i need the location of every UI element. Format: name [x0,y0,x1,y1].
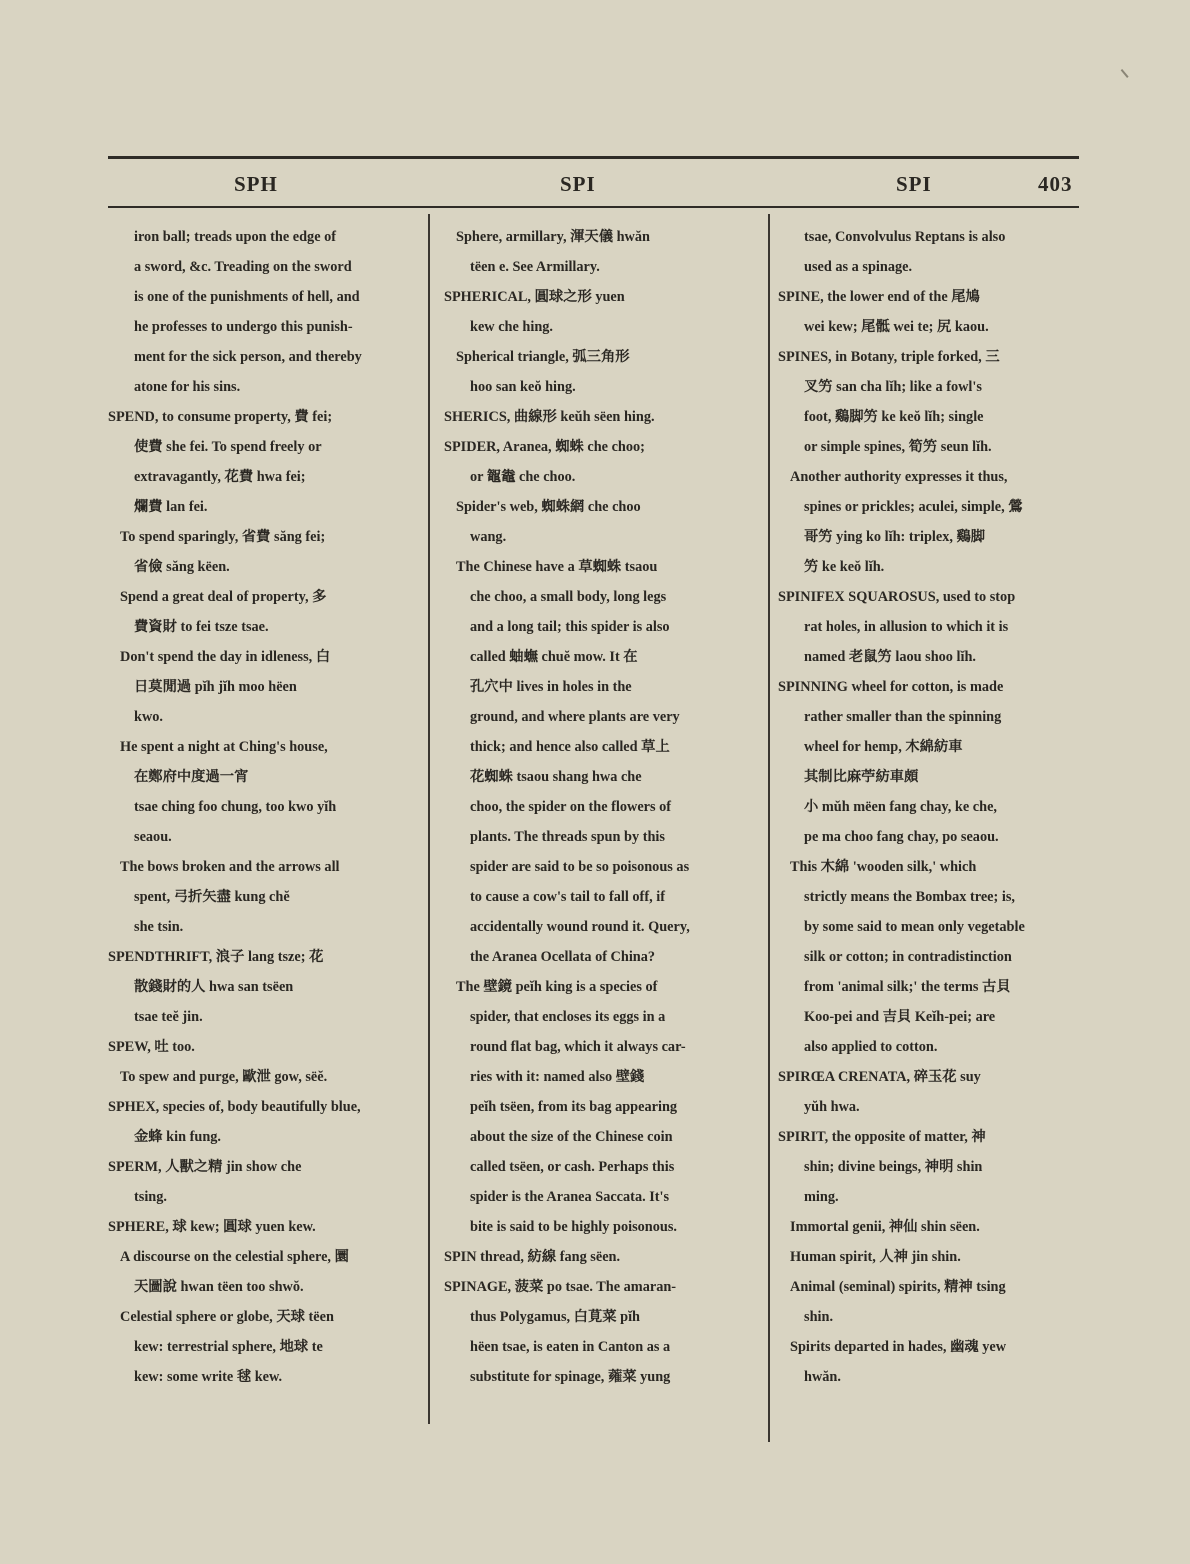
header-bottom-rule [108,206,1079,208]
entry-paragraph: The bows broken and the arrows all spent, 弓折矢盡 kung chĕ she tsin. [120,859,340,935]
page-corner-mark [1121,60,1140,78]
dictionary-entry: SPENDTHRIFT, 浪子 lang tsze; 花 散錢財的人 hwa san tsëen tsae teĕ jin. [108,949,324,1025]
dictionary-entry: SPHEX, species of, body beautifully blue, 金蜂 kin fung. [108,1099,361,1145]
dictionary-entry: SPHERICAL, 圓球之形 yuen kew che hing. [444,289,625,335]
dictionary-entry: SPIN thread, 紡線 fang sëen. [444,1249,621,1265]
column-divider [428,214,430,1424]
page-number: 403 [1038,172,1073,196]
dictionary-entry: SPEND, to consume property, 費 fei; 使費 she fei. To spend freely or extravagantly, 花費 hwa fei; 爛費 lan fei. [108,409,333,515]
entry-paragraph: Spherical triangle, 弧三角形 hoo san keŏ hing. [456,349,630,395]
dictionary-entry: SPIDER, Aranea, 蜘蛛 che choo; or 鼅鼄 che choo. [444,439,645,485]
entry-paragraph: The Chinese have a 草蜘蛛 tsaou che choo, a small body, long legs and a long tail; this spider is also called 蚰蟱 chuĕ mow. It 在 孔穴中 lives in holes in the ground, and where plants are very thick; and hence also called 草上 花蜘蛛 tsaou shang hwa che choo, the spider on the flowers of plants. The threads spun by this spider are said to be so poisonous as to cause a cow's tail to fall off, if accidentally wound round it. Query, the Aranea Ocellata of China? [456,559,690,965]
entry-paragraph: iron ball; treads upon the edge of a sword, &c. Treading on the sword is one of the punishments of hell, and he professes to undergo this punish- ment for the sick person, and thereby atone for his sins. [134,229,362,395]
header-right-guide-word: SPI [896,172,932,196]
entry-paragraph: Spider's web, 蜘蛛網 che choo wang. [456,499,641,545]
entry-paragraph: A discourse on the celestial sphere, 圜 天圖說 hwan tëen too shwŏ. [120,1249,349,1295]
dictionary-entry: SPINNING wheel for cotton, is made rather smaller than the spinning wheel for hemp, 木綿紡車 其制比麻苧紡車頗 小 mŭh mëen fang chay, ke che, pe ma choo fang chay, po seaou. [778,679,1004,845]
header-middle-guide-word: SPI [560,172,596,196]
entry-paragraph: He spent a night at Ching's house, 在鄭府中度過一宵 tsae ching foo chung, too kwo yĭh seaou. [120,739,337,845]
entry-paragraph: Immortal genii, 神仙 shin sëen. [790,1219,980,1235]
entry-paragraph: Celestial sphere or globe, 天球 tëen kew: terrestrial sphere, 地球 te kew: some write 毬 kew. [120,1309,334,1385]
column-right [778,222,1086,1392]
dictionary-entry: SPEW, 吐 too. [108,1039,195,1055]
dictionary-entry: SPINES, in Botany, triple forked, 三 叉竻 san cha lĭh; like a fowl's foot, 鷄脚竻 ke keŏ lĭh; single or simple spines, 筍竻 seun lĭh. [778,349,1000,455]
running-header [108,170,1079,202]
header-left-guide-word: SPH [234,172,278,196]
column-divider [768,214,770,1442]
entry-paragraph: Animal (seminal) spirits, 精神 tsing shin. [790,1279,1006,1325]
header-top-rule [108,156,1079,159]
dictionary-entry: SPHERE, 球 kew; 圓球 yuen kew. [108,1219,316,1235]
entry-paragraph: To spend sparingly, 省費 săng fei; 省儉 săng këen. [120,529,326,575]
entry-paragraph: tsae, Convolvulus Reptans is also used as a spinage. [804,229,1006,275]
dictionary-entry: SHERICS, 曲線形 keŭh sëen hing. [444,409,655,425]
entry-paragraph: Spend a great deal of property, 多 費資財 to fei tsze tsae. [120,589,327,635]
dictionary-entry: SPIRIT, the opposite of matter, 神 shin; divine beings, 神明 shin ming. [778,1129,986,1205]
dictionary-entry: SPINIFEX SQUAROSUS, used to stop rat holes, in allusion to which it is named 老鼠竻 laou shoo lĭh. [778,589,1016,665]
dictionary-entry: SPIRŒA CRENATA, 碎玉花 suy yŭh hwa. [778,1069,981,1115]
dictionary-entry: SPERM, 人獸之精 jin show che tsing. [108,1159,302,1205]
entry-paragraph: Spirits departed in hades, 幽魂 yew hwăn. [790,1339,1007,1385]
entry-paragraph: To spew and purge, 歐泄 gow, sëĕ. [120,1069,328,1085]
entry-paragraph: Sphere, armillary, 渾天儀 hwăn tëen e. See Armillary. [456,229,650,275]
dictionary-entry: SPINE, the lower end of the 尾鳩 wei kew; 尾骶 wei te; 尻 kaou. [778,289,989,335]
entry-paragraph: Another authority expresses it thus, spines or prickles; aculei, simple, 鶯 哥竻 ying ko lĭh: triplex, 鷄脚 竻 ke keŏ lĭh. [790,469,1023,575]
column-middle [444,222,758,1392]
column-left [108,222,420,1392]
entry-paragraph: Don't spend the day in idleness, 白 日莫閒過 pĭh jĭh moo hëen kwo. [120,649,331,725]
entry-paragraph: The 壁鏡 peĭh king is a species of spider, that encloses its eggs in a round flat bag, which it always car- ries with it: named also 壁錢 peĭh tsëen, from its bag appearing about the size of the Chinese coin called tsëen, or cash. Perhaps this spider is the Aranea Saccata. It's bite is said to be highly poisonous. [456,979,686,1235]
entry-paragraph: Human spirit, 人神 jin shin. [790,1249,961,1265]
dictionary-entry: SPINAGE, 菠菜 po tsae. The amaran- thus Polygamus, 白莧菜 pĭh hëen tsae, is eaten in Canton as a substitute for spinage, 蕹菜 yung [444,1279,677,1385]
entry-paragraph: This 木綿 'wooden silk,' which strictly means the Bombax tree; is, by some said to mean only vegetable silk or cotton; in contradistinction from 'animal silk;' the terms 古貝 Koo-pei and 吉貝 Keĭh-pei; are also applied to cotton. [790,859,1025,1055]
